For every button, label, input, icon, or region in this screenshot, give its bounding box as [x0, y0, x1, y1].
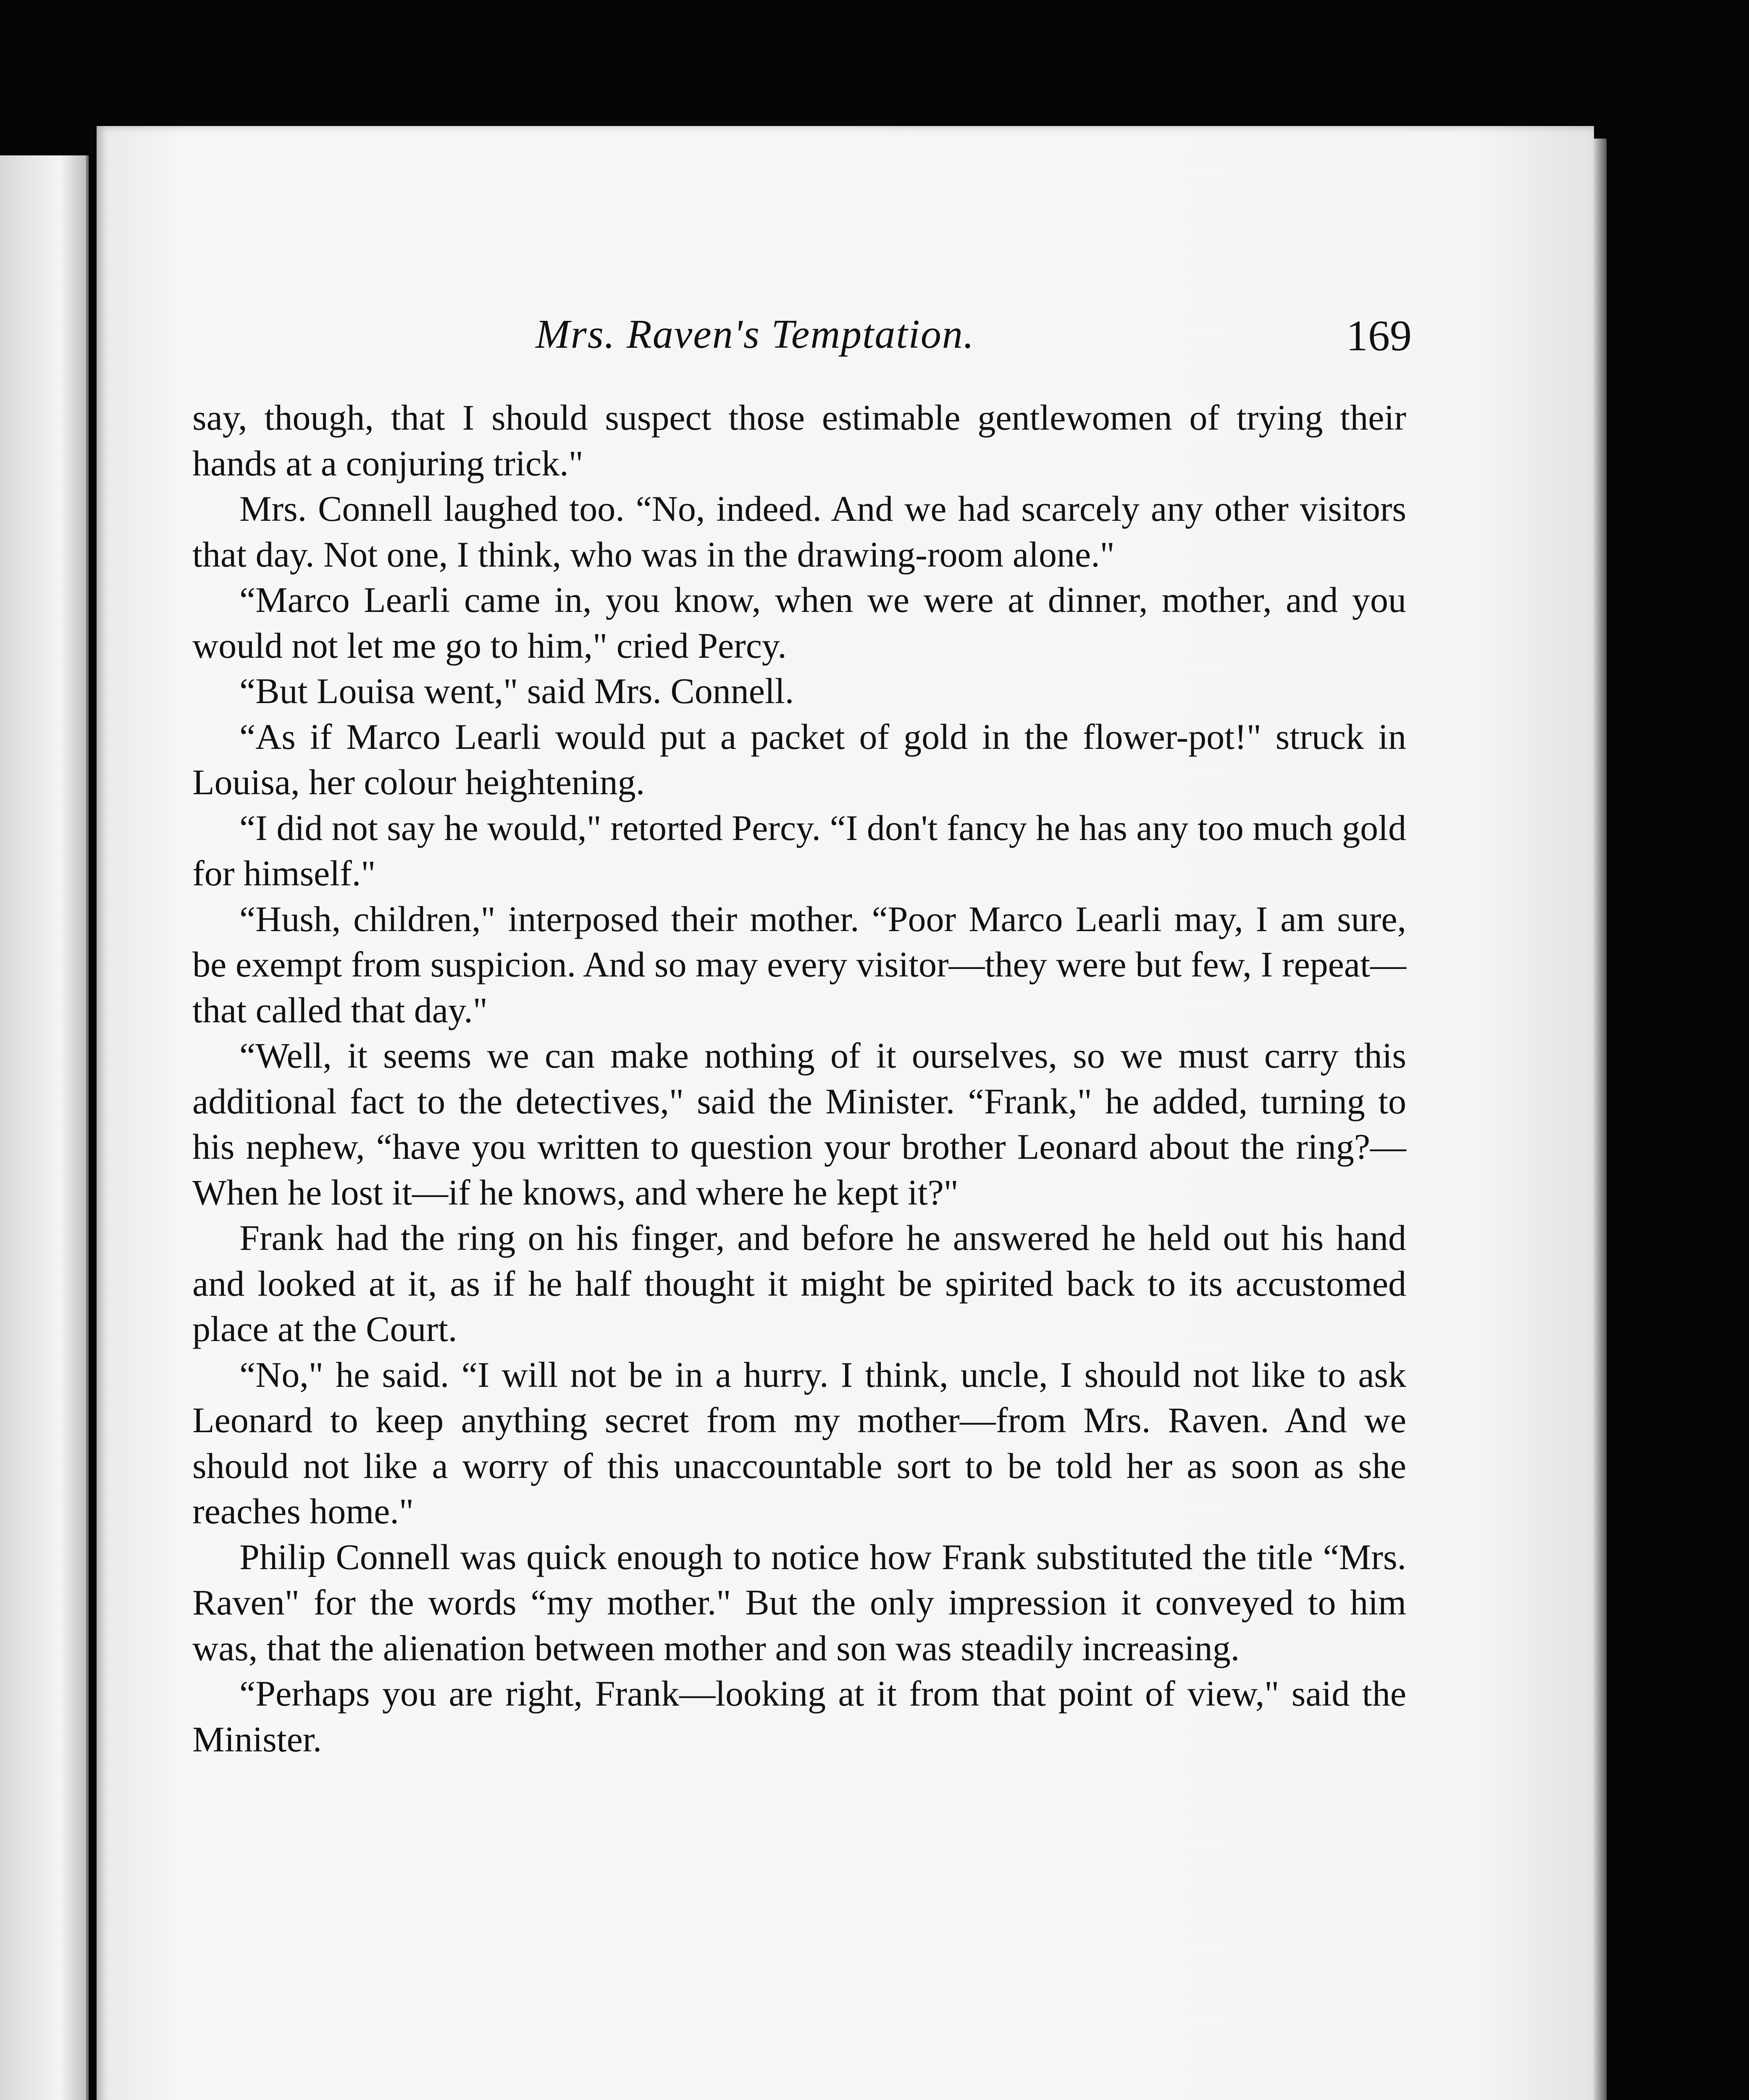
paragraph: “As if Marco Learli would put a packet of gold in the flower-pot!" struck in Louisa, her colour heightening.	[192, 716, 1406, 802]
paragraph: “But Louisa went," said Mrs. Connell.	[239, 671, 794, 711]
right-page-edge	[1594, 139, 1607, 2100]
paragraph: Mrs. Connell laughed too. “No, indeed. And we had scarcely any other visitors that day. Not one, I think, who was in the drawing-room alone."	[192, 488, 1406, 575]
page-header	[97, 311, 1594, 382]
body-text	[192, 395, 1406, 1762]
left-page-edge	[0, 155, 89, 2100]
book-page	[97, 126, 1594, 2100]
page-number: 169	[1346, 312, 1412, 360]
paragraph: “No," he said. “I will not be in a hurry. I think, uncle, I should not like to ask Leonard to keep anything secret from my mother—from Mrs. Raven. And we should not like a worry of this unaccountable sort to be told her as soon as she reaches home."	[192, 1354, 1406, 1531]
paragraph: “Well, it seems we can make nothing of it ourselves, so we must carry this additional fact to the detectives," said the Minister. “Frank," he added, turning to his nephew, “have you written to question your brother Leonard about the ring?—When he lost it—if he knows, and where he kept it?"	[192, 1035, 1406, 1213]
paragraph: “Perhaps you are right, Frank—looking at it from that point of view," said the Minister.	[192, 1673, 1406, 1759]
paragraph: “Marco Learli came in, you know, when we were at dinner, mother, and you would not let me go to him," cried Percy.	[192, 580, 1406, 666]
paragraph: say, though, that I should suspect those estimable gentlewomen of trying their hands at a conjuring trick."	[192, 397, 1406, 483]
paragraph: “Hush, children," interposed their mother. “Poor Marco Learli may, I am sure, be exempt from suspicion. And so may every visitor—they were but few, I repeat—that called that day."	[192, 898, 1406, 1030]
paragraph: Philip Connell was quick enough to notice how Frank substituted the title “Mrs. Raven" for the words “my mother." But the only impression it conveyed to him was, that the alienation between mother and son was steadily increasing.	[192, 1536, 1406, 1668]
paragraph: Frank had the ring on his finger, and before he answered he held out his hand and looked at it, as if he half thought it might be spirited back to its accustomed place at the Court.	[192, 1218, 1406, 1349]
paragraph: “I did not say he would," retorted Percy. “I don't fancy he has any too much gold for himself."	[192, 807, 1406, 893]
running-title: Mrs. Raven's Temptation.	[536, 312, 975, 357]
